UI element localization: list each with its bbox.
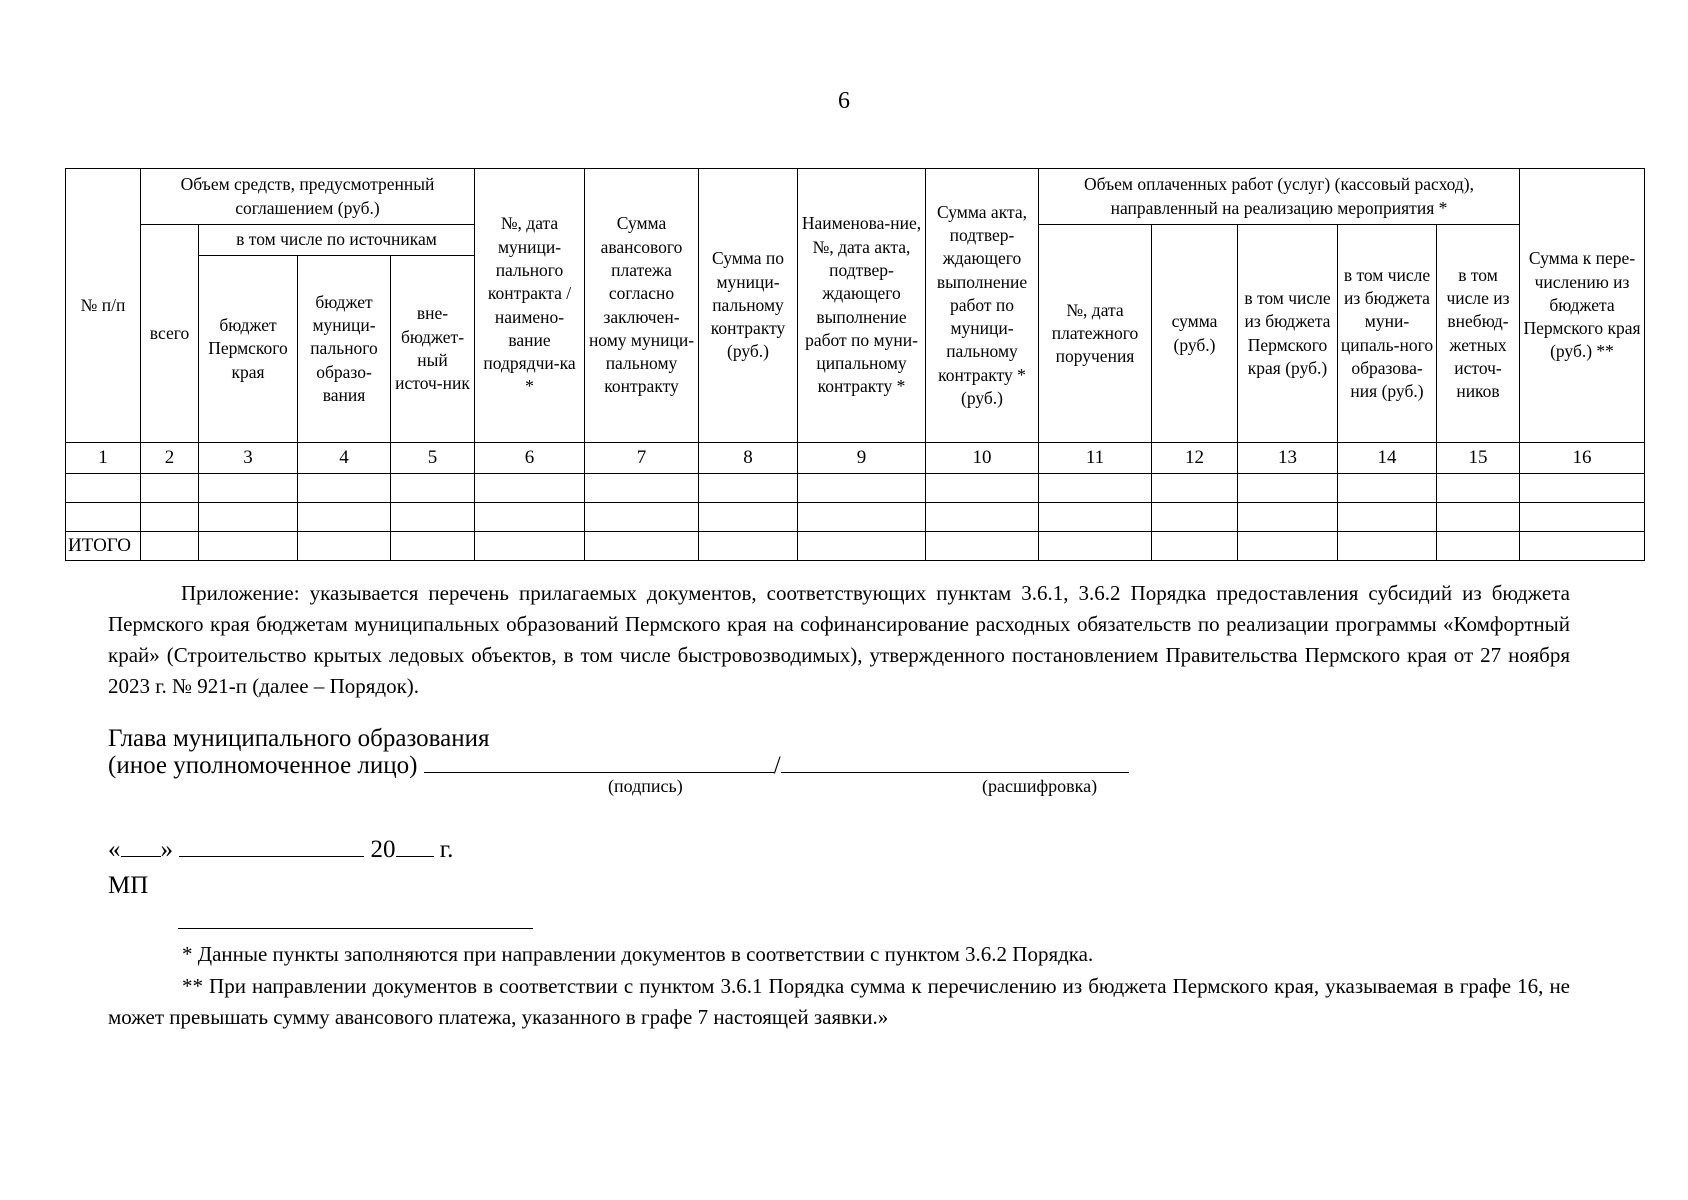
appendix-note: Приложение: указывается перечень прилагаемых документов, соответствующих пунктам 3.6.1, 3.6.2 Порядка предоставления субсидий из бюджета Пермского края бюджетам муниципальных образований Пермского края на софинансирование расходных обязательств по реализации программы «Комфортный край» (Строительство крытых ледовых объектов, в том числе быстровозводимых), утвержденного постановлением Правительства Пермского края от 27 ноября 2023 г. № 921-п (далее – Порядок). <box>108 581 1570 698</box>
table-cell[interactable] <box>475 503 585 532</box>
column-number: 2 <box>141 443 199 474</box>
table-cell[interactable] <box>926 532 1039 561</box>
column-number: 3 <box>199 443 298 474</box>
footnote-1: * Данные пункты заполняются при направлении документов в соответствии с пунктом 3.6.2 Порядка. <box>182 942 1094 966</box>
table-row-empty <box>66 474 1645 503</box>
table-cell[interactable] <box>391 474 475 503</box>
table-cell[interactable] <box>475 532 585 561</box>
table-cell[interactable] <box>1039 532 1152 561</box>
column-number: 7 <box>585 443 699 474</box>
page-number: 6 <box>838 88 850 114</box>
decoding-field[interactable] <box>781 752 1129 773</box>
header-paid-perm: в том числе из бюджета Пермского края (руб.) <box>1238 225 1338 443</box>
header-number: № п/п <box>66 169 141 443</box>
table-cell[interactable] <box>1520 474 1645 503</box>
signature-title-line2-text: (иное уполномоченное лицо) <box>108 752 418 779</box>
header-sources: в том числе по источникам <box>199 225 475 256</box>
header-contract: №, дата муници-пального контракта / наимено-вание подрядчи-ка * <box>475 169 585 443</box>
signature-block <box>108 725 1129 779</box>
table-cell[interactable] <box>1338 503 1437 532</box>
header-paid-extra: в том числе из внебюд-жетных источ-ников <box>1437 225 1520 443</box>
table-cell[interactable] <box>585 532 699 561</box>
application-table <box>65 168 1645 561</box>
decoding-caption: (расшифровка) <box>982 776 1098 796</box>
quote-close: » <box>160 836 173 863</box>
column-number: 12 <box>1152 443 1238 474</box>
year-prefix: 20 <box>370 836 396 863</box>
column-number: 9 <box>798 443 926 474</box>
header-act-name: Наименова-ние, №, дата акта, подтвер-ждающего выполнение работ по муни-ципальному контракту * <box>798 169 926 443</box>
table-cell[interactable] <box>1152 503 1238 532</box>
table-cell[interactable] <box>66 503 141 532</box>
header-act-sum: Сумма акта, подтвер-ждающего выполнение работ по муници-пальному контракту * (руб.) <box>926 169 1039 443</box>
table-cell[interactable] <box>798 532 926 561</box>
table-cell[interactable] <box>1039 474 1152 503</box>
column-number: 6 <box>475 443 585 474</box>
table-row-empty <box>66 503 1645 532</box>
table-cell[interactable] <box>475 474 585 503</box>
table-cell[interactable] <box>391 532 475 561</box>
table-row-total <box>66 532 1645 561</box>
signature-title-line2: (иное уполномоченное лицо) / <box>108 752 1129 779</box>
header-paid-group: Объем оплаченных работ (услуг) (кассовый расход), направленный на реализацию мероприятия * <box>1039 169 1520 225</box>
table-cell[interactable] <box>1520 532 1645 561</box>
table-cell[interactable] <box>1437 474 1520 503</box>
table-cell[interactable] <box>1520 503 1645 532</box>
table-cell[interactable] <box>391 503 475 532</box>
header-paid-sum: сумма (руб.) <box>1152 225 1238 443</box>
table-cell[interactable] <box>585 503 699 532</box>
signature-title-line1: Глава муниципального образования <box>108 725 490 752</box>
table-cell[interactable] <box>1437 503 1520 532</box>
table-cell[interactable] <box>699 532 798 561</box>
table-cell[interactable] <box>1238 474 1338 503</box>
footnote-separator <box>178 928 533 929</box>
header-paid-mun: в том числе из бюджета муни-ципаль-ного образова-ния (руб.) <box>1338 225 1437 443</box>
table-cell[interactable] <box>1152 532 1238 561</box>
column-numbers-row <box>66 443 1645 474</box>
column-number: 1 <box>66 443 141 474</box>
header-extra-budget: вне-бюджет-ный источ-ник <box>391 256 475 443</box>
table-cell[interactable] <box>1437 532 1520 561</box>
table-cell[interactable] <box>298 503 391 532</box>
year-suffix: г. <box>439 836 454 863</box>
table-cell[interactable] <box>66 474 141 503</box>
year-field[interactable] <box>396 836 434 857</box>
table-cell[interactable] <box>199 503 298 532</box>
column-number: 10 <box>926 443 1039 474</box>
table-cell[interactable] <box>298 532 391 561</box>
table-cell[interactable] <box>926 503 1039 532</box>
header-contract-sum: Сумма по муници-пальному контракту (руб.) <box>699 169 798 443</box>
column-number: 13 <box>1238 443 1338 474</box>
table-cell[interactable] <box>199 532 298 561</box>
header-total: всего <box>141 225 199 443</box>
stamp-label: МП <box>108 872 149 899</box>
month-field[interactable] <box>179 836 364 857</box>
header-advance: Сумма авансового платежа согласно заключен-ному муници-пальному контракту <box>585 169 699 443</box>
header-payment-order: №, дата платежного поручения <box>1039 225 1152 443</box>
table-cell[interactable] <box>798 474 926 503</box>
table-cell[interactable] <box>298 474 391 503</box>
day-field[interactable] <box>121 836 161 857</box>
header-transfer-sum: Сумма к пере-числению из бюджета Пермского края (руб.) ** <box>1520 169 1645 443</box>
total-label: ИТОГО <box>66 532 141 561</box>
column-number: 16 <box>1520 443 1645 474</box>
column-number: 4 <box>298 443 391 474</box>
table-cell[interactable] <box>1039 503 1152 532</box>
header-mun-budget: бюджет муници-пального образо-вания <box>298 256 391 443</box>
table-cell[interactable] <box>1238 532 1338 561</box>
table-cell[interactable] <box>1338 532 1437 561</box>
table-cell[interactable] <box>141 532 199 561</box>
signature-field[interactable] <box>424 752 774 773</box>
column-number: 11 <box>1039 443 1152 474</box>
date-line <box>108 836 453 864</box>
signature-caption: (подпись) <box>608 776 683 796</box>
header-perm-budget: бюджет Пермского края <box>199 256 298 443</box>
table-cell[interactable] <box>141 503 199 532</box>
column-number: 15 <box>1437 443 1520 474</box>
table-cell[interactable] <box>1338 474 1437 503</box>
header-funds-group: Объем средств, предусмотренный соглашением (руб.) <box>141 169 475 225</box>
table-cell[interactable] <box>199 474 298 503</box>
footnote-2: ** При направлении документов в соответствии с пунктом 3.6.1 Порядка сумма к перечислению из бюджета Пермского края, указываемая в графе 16, не может превышать сумму авансового платежа, указанного в графе 7 настоящей заявки.» <box>108 974 1570 1029</box>
table-cell[interactable] <box>699 503 798 532</box>
column-number: 8 <box>699 443 798 474</box>
column-number: 14 <box>1338 443 1437 474</box>
table-cell[interactable] <box>926 474 1039 503</box>
column-number: 5 <box>391 443 475 474</box>
table-cell[interactable] <box>1152 474 1238 503</box>
table-cell[interactable] <box>141 474 199 503</box>
quote-open: « <box>108 836 121 863</box>
table-cell[interactable] <box>798 503 926 532</box>
table-cell[interactable] <box>585 474 699 503</box>
table-cell[interactable] <box>1238 503 1338 532</box>
table-cell[interactable] <box>699 474 798 503</box>
